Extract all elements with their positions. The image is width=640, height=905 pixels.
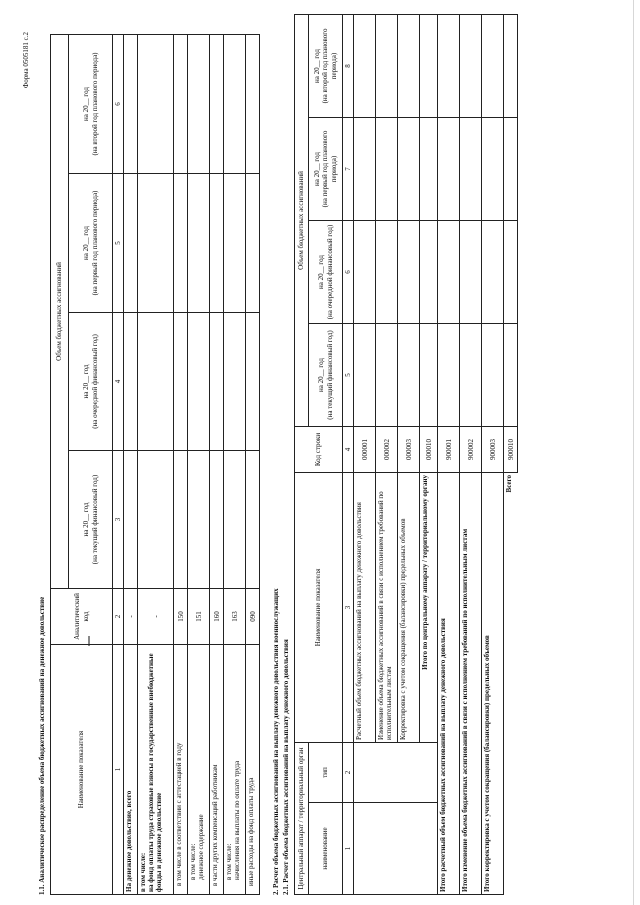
cell <box>188 174 210 313</box>
section-2-1-title: 2.1. Расчет объема бюджетных ассигнований на выплату денежного довольствия <box>282 639 290 895</box>
cell <box>438 14 460 117</box>
header-year-plan-2: на 20__ год (на второй год планового периода) <box>309 14 343 117</box>
cell <box>138 174 174 313</box>
cell <box>504 323 518 426</box>
cell <box>354 117 376 220</box>
cell <box>482 117 504 220</box>
organ-name-cell <box>354 803 438 895</box>
cell <box>438 220 460 323</box>
row-code: 163 <box>224 589 246 645</box>
cell <box>188 451 210 589</box>
header-budget-volume: Объем бюджетных ассигнований <box>295 14 309 426</box>
row-code: - <box>138 589 174 645</box>
col-number: 6 <box>343 220 354 323</box>
allocation-table <box>50 34 260 895</box>
cell <box>460 220 482 323</box>
row-label: Изменение объема бюджетных ассигнований в связи с исполнением требований по исполнительным листам <box>376 472 398 742</box>
cell <box>438 117 460 220</box>
cell <box>246 313 260 451</box>
row-label: в части других компенсаций работникам <box>210 645 224 895</box>
col-number: 5 <box>343 323 354 426</box>
cell <box>420 14 438 117</box>
cell <box>210 313 224 451</box>
col-number: 5 <box>113 174 124 313</box>
cell <box>482 14 504 117</box>
header-year-current: на 20__ год (на текущий финансовый год) <box>69 451 113 589</box>
cell <box>354 14 376 117</box>
row-code: 150 <box>174 589 188 645</box>
cell <box>398 117 420 220</box>
cell <box>224 313 246 451</box>
col-number: 3 <box>113 451 124 589</box>
table-row <box>188 34 210 894</box>
col-number: 1 <box>113 645 124 895</box>
row-code: 000003 <box>398 426 420 472</box>
row-label: в том числе: начисления на выплаты по оплате труда <box>224 645 246 895</box>
table-row <box>246 34 260 894</box>
total-label: Всего <box>504 472 518 894</box>
cell <box>504 117 518 220</box>
cell <box>376 117 398 220</box>
row-code: 090 <box>246 589 260 645</box>
col-number: 4 <box>343 426 354 472</box>
header-indicator-name: Наименование показателя <box>51 645 113 895</box>
cell <box>460 117 482 220</box>
row-label: Итого корректировка с учетом сокращения (балансировки) предельных объемов <box>482 472 504 894</box>
row-label: На денежное довольствие, всего <box>124 645 138 895</box>
cell <box>124 451 138 589</box>
table-row <box>174 34 188 894</box>
cell <box>174 34 188 173</box>
col-number: 2 <box>113 589 124 645</box>
col-number: 1 <box>343 803 354 895</box>
section-1-1-title: 1.1. Аналитическое распределение объема бюджетных ассигнований на денежное довольствие <box>38 596 46 895</box>
cell <box>354 323 376 426</box>
row-label: Корректировка с учетом сокращения (балансировки) предельных объемов <box>398 472 420 742</box>
header-year-next: на 20__ год (на очередной финансовый год) <box>309 220 343 323</box>
header-budget-volume: Объем бюджетных ассигнований <box>51 34 69 588</box>
cell <box>174 174 188 313</box>
cell <box>398 14 420 117</box>
header-organ-name: наименование <box>309 803 343 895</box>
col-number: 8 <box>343 14 354 117</box>
header-year-plan-2: на 20__ год (на второй год планового периода) <box>69 34 113 173</box>
form-label: Форма 0505181 с.2 <box>22 32 30 89</box>
table-row <box>138 34 174 894</box>
cell <box>138 34 174 173</box>
row-label: иные расходы на фонд оплаты труда <box>246 645 260 895</box>
row-code: 900001 <box>438 426 460 472</box>
table-row <box>354 14 376 894</box>
row-label: Итого изменение объема бюджетных ассигнований в связи с исполнением требований по исполнительным листам <box>460 472 482 894</box>
row-label: в том числе в соответствии с аттестацией в году <box>174 645 188 895</box>
cell <box>246 451 260 589</box>
row-code: 160 <box>210 589 224 645</box>
table-row <box>210 34 224 894</box>
cell <box>138 451 174 589</box>
col-number: 2 <box>343 742 354 802</box>
header-year-next: на 20__ год (на очередной финансовый год) <box>69 313 113 451</box>
cell <box>460 14 482 117</box>
cell <box>124 174 138 313</box>
row-label: в том числе: денежное содержание <box>188 645 210 895</box>
calculation-table <box>294 14 518 895</box>
cell <box>210 34 224 173</box>
cell <box>438 323 460 426</box>
row-code: 900010 <box>504 426 518 472</box>
cell <box>246 34 260 173</box>
row-label: Итого по центральному аппарату / территориальному органу <box>420 472 438 742</box>
cell <box>398 220 420 323</box>
cell <box>246 174 260 313</box>
row-code: - <box>124 589 138 645</box>
cell <box>174 451 188 589</box>
cell <box>504 220 518 323</box>
cell <box>174 313 188 451</box>
cell <box>420 323 438 426</box>
col-number: 3 <box>343 472 354 742</box>
cell <box>504 14 518 117</box>
cell <box>420 220 438 323</box>
col-number: 6 <box>113 34 124 173</box>
row-label: в том числе: на фонд оплаты труда страховые взносы в государственные внебюджетные фонды и денежное довольствие <box>138 645 174 895</box>
table-row <box>124 34 138 894</box>
cell <box>420 117 438 220</box>
cell <box>224 34 246 173</box>
row-code: 900003 <box>482 426 504 472</box>
cell <box>210 451 224 589</box>
header-year-current: на 20__ год (на текущий финансовый год) <box>309 323 343 426</box>
header-organ-type: тип <box>309 742 343 802</box>
cell <box>188 313 210 451</box>
header-year-plan-1: на 20__ год (на первый год планового периода) <box>69 174 113 313</box>
cell <box>376 220 398 323</box>
cell <box>482 220 504 323</box>
header-organ: Центральный аппарат / территориальный орган <box>295 742 309 894</box>
row-code: 000001 <box>354 426 376 472</box>
row-code: 000002 <box>376 426 398 472</box>
cell <box>210 174 224 313</box>
col-number: 7 <box>343 117 354 220</box>
col-number: 4 <box>113 313 124 451</box>
row-label: Расчетный объем бюджетных ассигнований на выплату денежного довольствия <box>354 472 376 742</box>
cell <box>398 323 420 426</box>
cell <box>482 323 504 426</box>
cell <box>138 313 174 451</box>
cell <box>460 323 482 426</box>
organ-type-cell <box>354 742 438 802</box>
table-row <box>460 14 482 894</box>
header-year-plan-1: на 20__ год (на первый год планового периода) <box>309 117 343 220</box>
row-label: Итого расчетный объем бюджетных ассигнований на выплату денежного довольствия <box>438 472 460 894</box>
cell <box>224 174 246 313</box>
table-row <box>482 14 504 894</box>
table-row <box>504 14 518 894</box>
row-code: 900002 <box>460 426 482 472</box>
row-code: 151 <box>188 589 210 645</box>
cell <box>124 313 138 451</box>
cell <box>376 323 398 426</box>
cell <box>188 34 210 173</box>
header-line-code: Код строки <box>295 426 343 472</box>
row-code: 000010 <box>420 426 438 472</box>
section-2-title: 2. Расчет объема бюджетных ассигнований на выплату денежного довольствия военнослужащих <box>272 588 280 895</box>
table-row <box>438 14 460 894</box>
cell <box>124 34 138 173</box>
header-indicator: Наименование показателя <box>295 472 343 742</box>
cell <box>354 220 376 323</box>
header-analytic-code: Аналитический код <box>51 589 113 645</box>
cell <box>224 451 246 589</box>
cell <box>376 14 398 117</box>
table-row <box>224 34 246 894</box>
